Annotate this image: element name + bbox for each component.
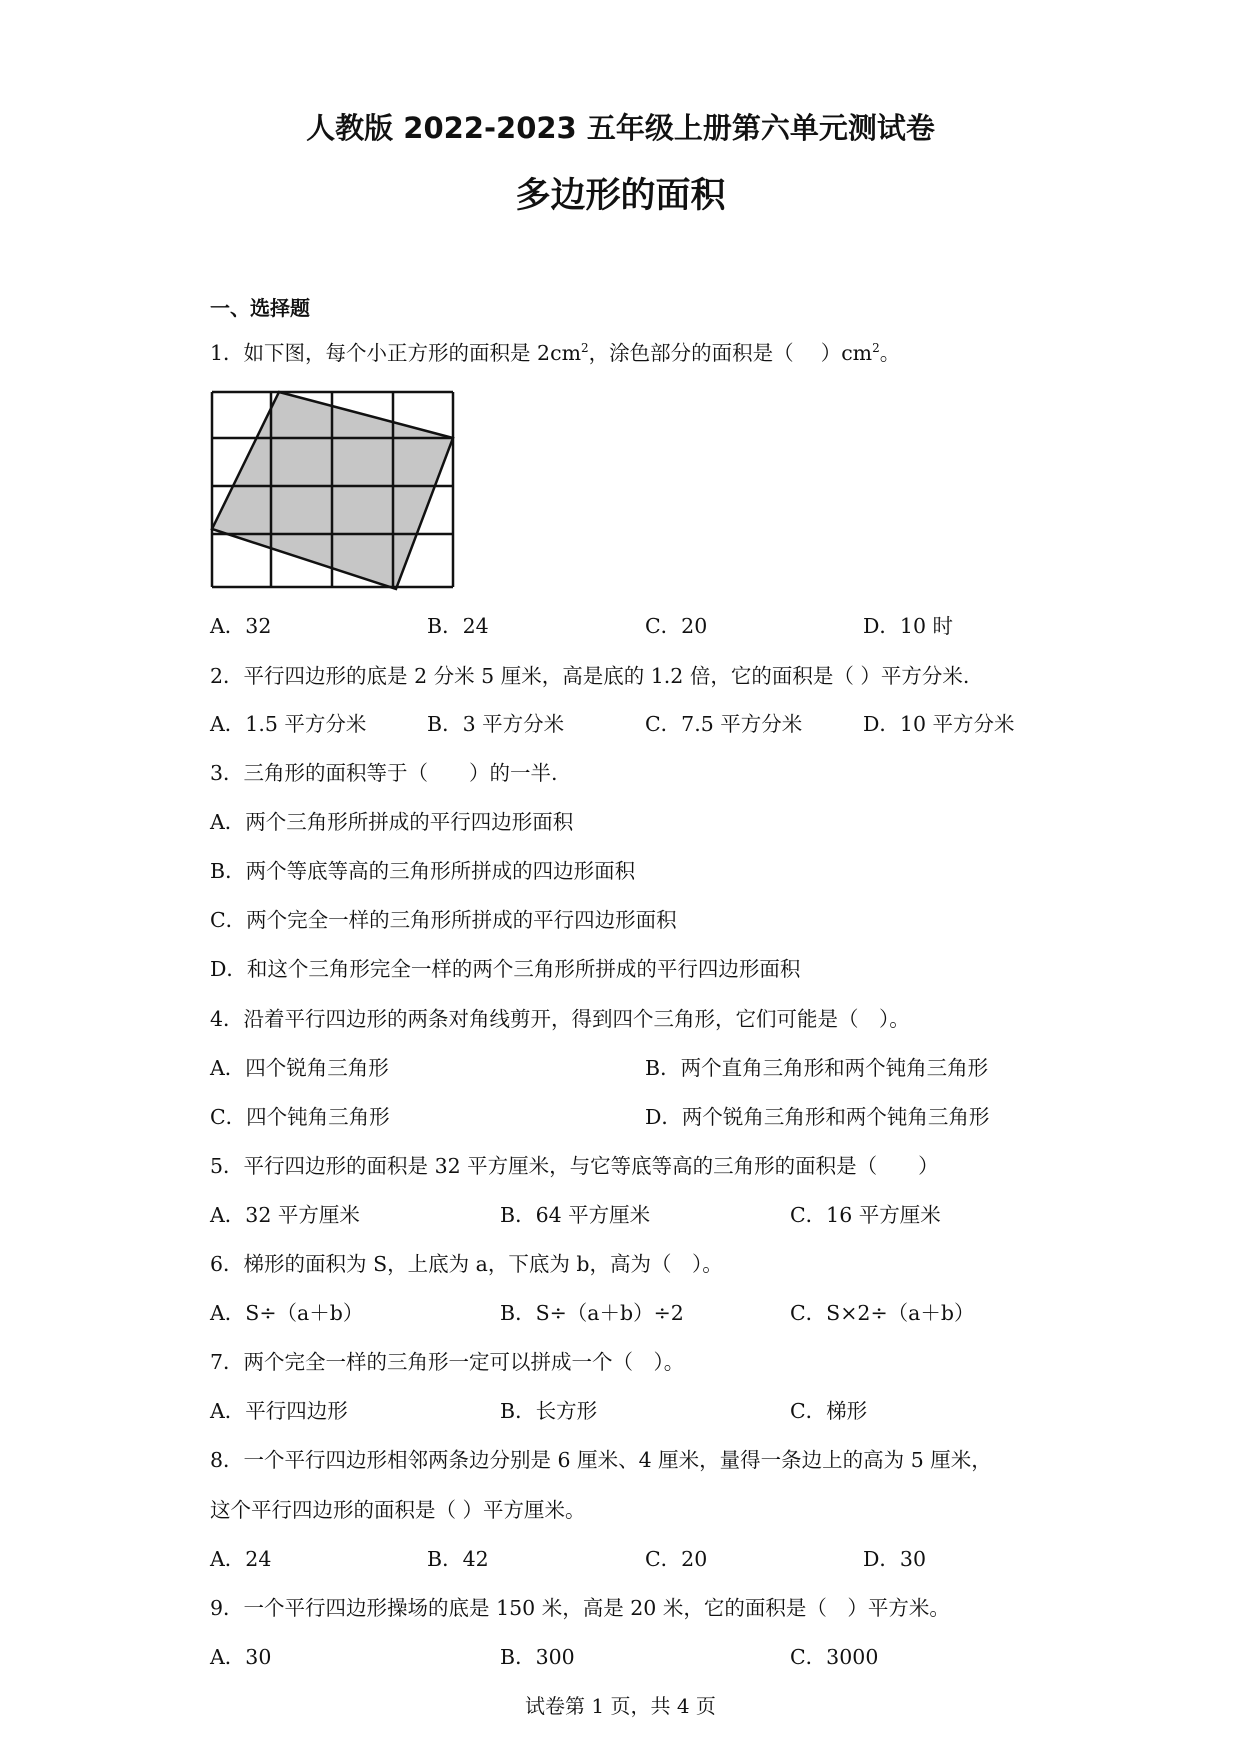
question-3: 3．三角形的面积等于（ ）的一半.	[210, 761, 558, 785]
section-heading: 一、选择题	[210, 296, 310, 320]
q9-option-c: C．3000	[790, 1645, 879, 1669]
q8-option-a: A．24	[210, 1547, 272, 1571]
page-title: 人教版 2022-2023 五年级上册第六单元测试卷	[306, 111, 935, 145]
q2-option-c: C．7.5 平方分米	[645, 712, 803, 736]
question-6: 6．梯形的面积为 S，上底为 a，下底为 b，高为（ ）。	[210, 1252, 723, 1276]
q4-option-c: C．四个钝角三角形	[210, 1105, 390, 1129]
q4-option-b: B．两个直角三角形和两个钝角三角形	[645, 1056, 989, 1080]
question-8: 8．一个平行四边形相邻两条边分别是 6 厘米、4 厘米，量得一条边上的高为 5 厘米，	[210, 1448, 992, 1472]
q8-option-c: C．20	[645, 1547, 708, 1571]
q2-option-d: D．10 平方分米	[863, 712, 1015, 736]
q7-option-c: C．梯形	[790, 1399, 868, 1423]
question-5: 5．平行四边形的面积是 32 平方厘米，与它等底等高的三角形的面积是（ ）	[210, 1154, 939, 1178]
question-9: 9．一个平行四边形操场的底是 150 米，高是 20 米，它的面积是（ ）平方米。	[210, 1596, 950, 1620]
q3-option-b: B．两个等底等高的三角形所拼成的四边形面积	[210, 859, 636, 883]
q8-option-d: D．30	[863, 1547, 927, 1571]
q6-option-c: C．S×2÷（a＋b）	[790, 1301, 975, 1325]
q6-option-b: B．S÷（a＋b）÷2	[500, 1301, 684, 1325]
question-1: 1．如下图，每个小正方形的面积是 $2cm^2$，涂色部分的面积是（ ）$cm^2$。	[210, 341, 901, 365]
q5-option-a: A．32 平方厘米	[210, 1203, 360, 1227]
question-2: 2．平行四边形的底是 2 分米 5 厘米，高是底的 1.2 倍，它的面积是（ ）平方分米.	[210, 664, 970, 688]
q5-option-c: C．16 平方厘米	[790, 1203, 941, 1227]
q7-option-a: A．平行四边形	[210, 1399, 348, 1423]
grid-figure	[209, 384, 459, 596]
q4-option-d: D．两个锐角三角形和两个钝角三角形	[645, 1105, 990, 1129]
page-footer: 试卷第 1 页，共 4 页	[525, 1694, 716, 1718]
q6-option-a: A．S÷（a＋b）	[210, 1301, 364, 1325]
q1-option-c: C．20	[645, 614, 708, 638]
q2-option-a: A．1.5 平方分米	[210, 712, 367, 736]
q1-option-a: A．32	[210, 614, 272, 638]
page-subtitle: 多边形的面积	[515, 176, 726, 216]
q9-option-a: A．30	[210, 1645, 272, 1669]
question-4: 4．沿着平行四边形的两条对角线剪开，得到四个三角形，它们可能是（ ）。	[210, 1007, 910, 1031]
question-8-line-2: 这个平行四边形的面积是（ ）平方厘米。	[210, 1498, 586, 1522]
q9-option-b: B．300	[500, 1645, 575, 1669]
q5-option-b: B．64 平方厘米	[500, 1203, 651, 1227]
q1-option-b: B．24	[427, 614, 489, 638]
q3-option-d: D．和这个三角形完全一样的两个三角形所拼成的平行四边形面积	[210, 957, 801, 981]
q1-option-d: D．10 时	[863, 614, 954, 638]
q4-option-a: A．四个锐角三角形	[210, 1056, 389, 1080]
q3-option-a: A．两个三角形所拼成的平行四边形面积	[210, 810, 574, 834]
question-7: 7．两个完全一样的三角形一定可以拼成一个（ ）。	[210, 1350, 685, 1374]
q7-option-b: B．长方形	[500, 1399, 598, 1423]
q2-option-b: B．3 平方分米	[427, 712, 565, 736]
q8-option-b: B．42	[427, 1547, 489, 1571]
q3-option-c: C．两个完全一样的三角形所拼成的平行四边形面积	[210, 908, 677, 932]
